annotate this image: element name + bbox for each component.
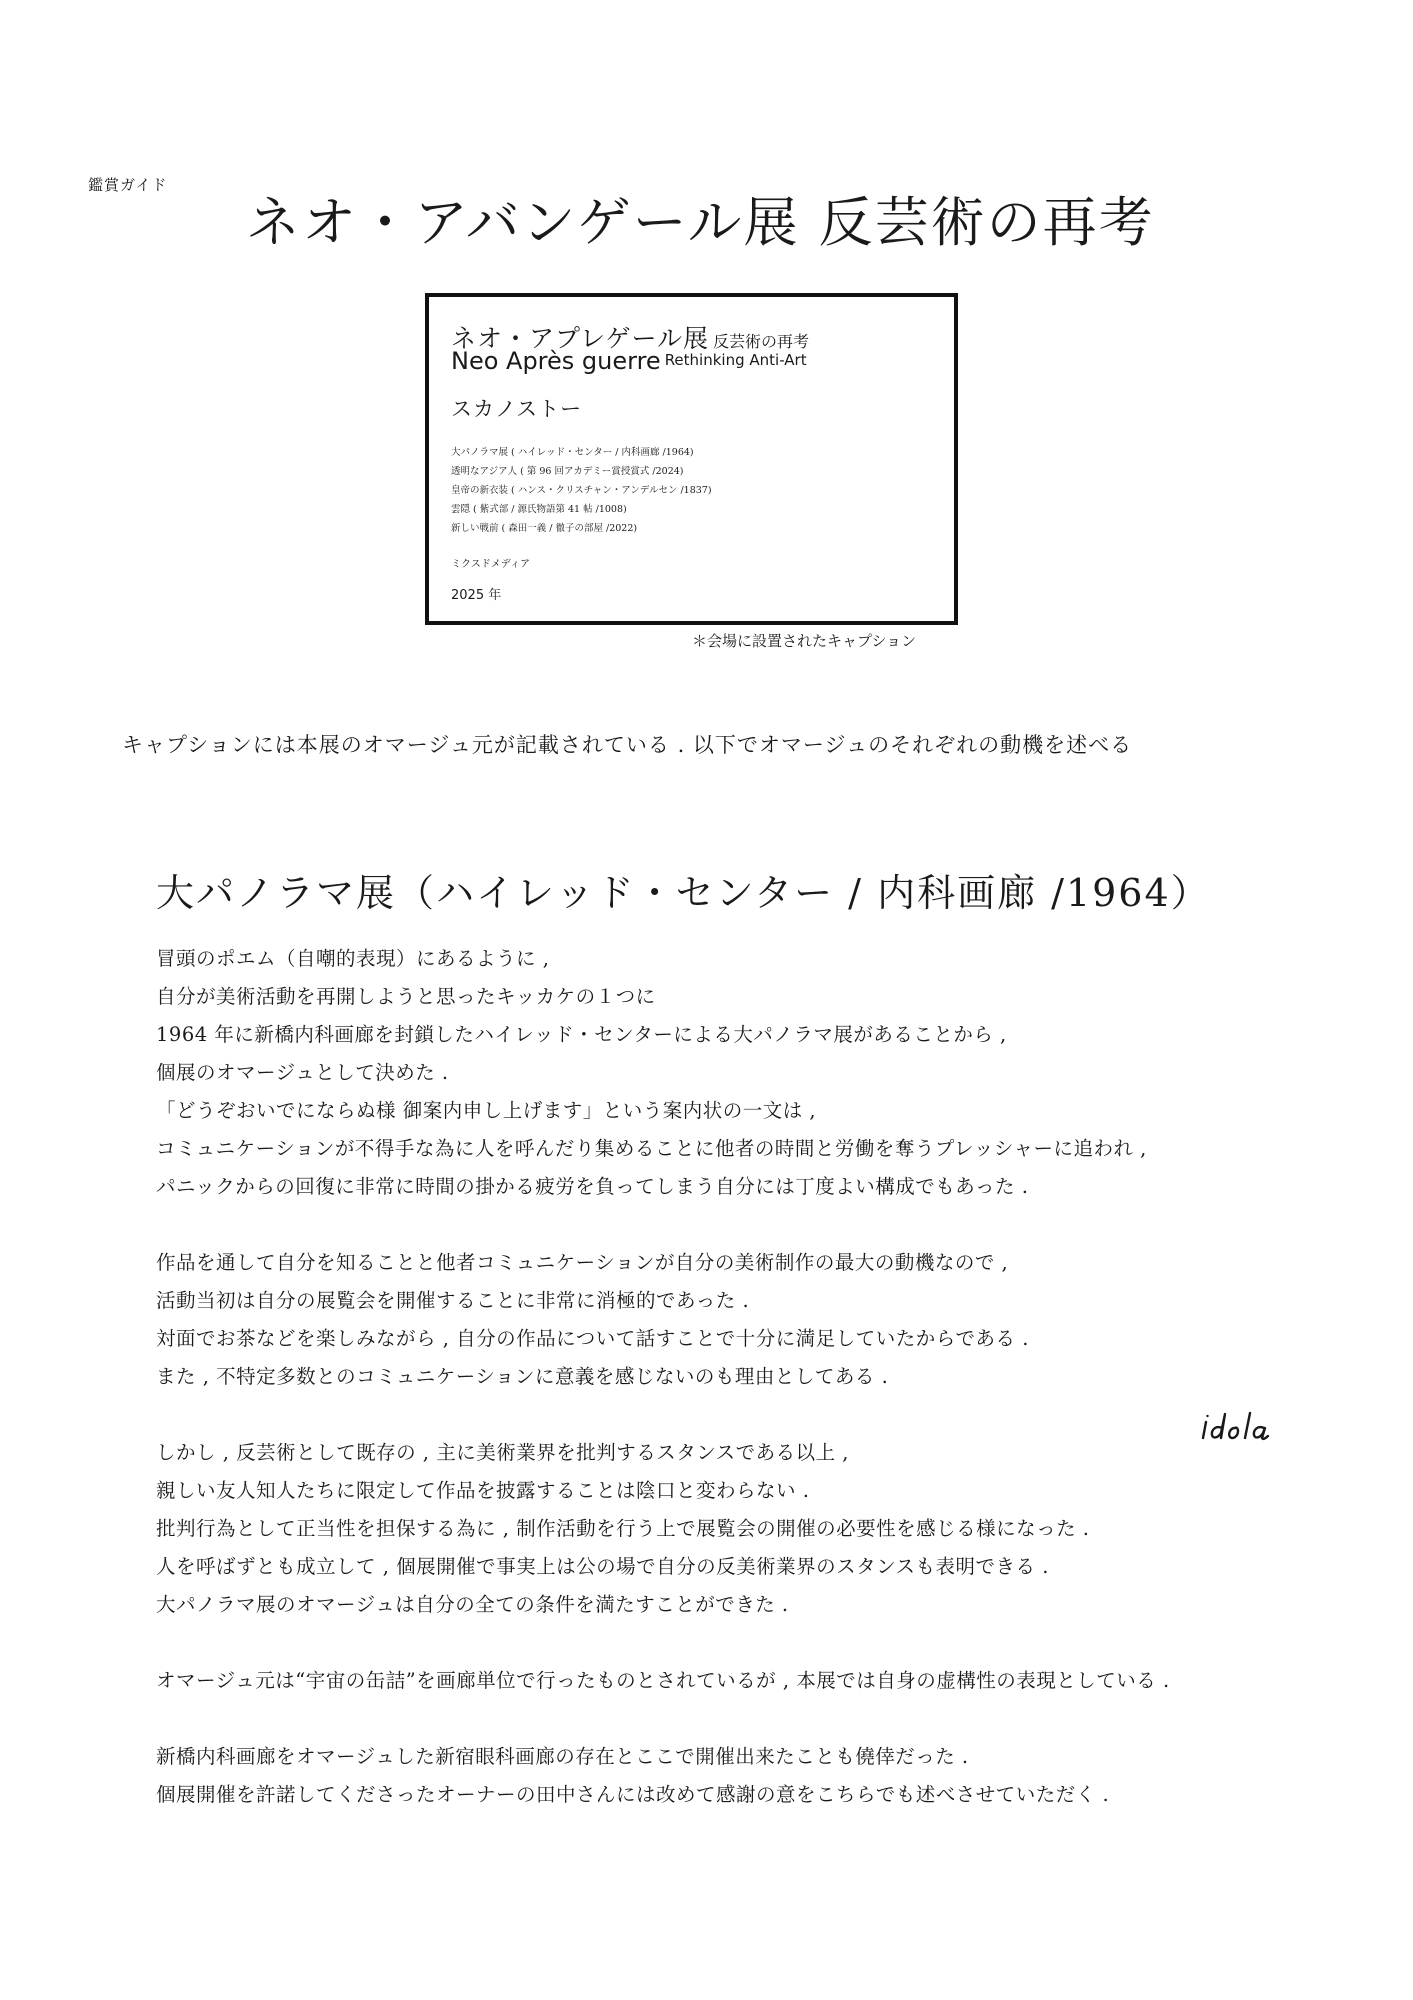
guide-label: 鑑賞ガイド (88, 176, 168, 194)
text-line: コミュニケーションが不得手な為に人を呼んだり集めることに他者の時間と労働を奪うプレッシャーに追われ , (156, 1137, 1147, 1160)
paragraph (156, 1244, 1336, 1396)
paragraph (156, 1434, 1336, 1624)
text-line: 個展開催を許諾してくださったオーナーの田中さんには改めて感謝の意をこちらでも述べさせていただく . (156, 1783, 1110, 1806)
text-line: 新橋内科画廊をオマージュした新宿眼科画廊の存在とここで開催出来たことも僥倖だった . (156, 1745, 969, 1768)
caption-credits-list (451, 443, 712, 538)
caption-credit-item: 皇帝の新衣装 ( ハンス・クリスチャン・アンデルセン /1837) (451, 485, 712, 496)
caption-credit-item: 雲隠 ( 紫式部 / 源氏物語第 41 帖 /1008) (451, 504, 627, 515)
paragraph (156, 940, 1336, 1206)
text-line: 対面でお茶などを楽しみながら , 自分の作品について話すことで十分に満足していたからである . (156, 1327, 1029, 1350)
caption-note: ＊会場に設置されたキャプション (692, 632, 917, 650)
paragraph (156, 1662, 1336, 1700)
text-line: しかし , 反芸術として既存の , 主に美術業界を批判するスタンスである以上 , (156, 1441, 850, 1464)
caption-title-en: Neo Après guerre (451, 347, 661, 375)
text-line: 「どうぞおいでにならぬ様 御案内申し上げます」という案内状の一文は , (156, 1099, 817, 1122)
idola-logo-icon (1200, 1408, 1290, 1448)
caption-credit-item: 大パノラマ展 ( ハイレッド・センター / 内科画廊 /1964) (451, 447, 694, 458)
caption-subtitle-en: Rethinking Anti-Art (664, 351, 807, 369)
text-line: 作品を通して自分を知ることと他者コミュニケーションが自分の美術制作の最大の動機なので , (156, 1251, 1009, 1274)
caption-title-en-row (451, 347, 807, 375)
section-body (156, 940, 1336, 1852)
page-title: ネオ・アバンゲール展 反芸術の再考 (246, 191, 1155, 254)
caption-artist: スカノストー (451, 397, 583, 421)
text-line: 親しい友人知人たちに限定して作品を披露することは陰口と変わらない . (156, 1479, 810, 1502)
text-line: 自分が美術活動を再開しようと思ったキッカケの１つに (156, 985, 656, 1008)
caption-credit-item: 透明なアジア人 ( 第 96 回アカデミー賞授賞式 /2024) (451, 466, 684, 477)
caption-subtitle-jp: 反芸術の再考 (713, 332, 810, 351)
caption-medium: ミクスドメディア (451, 559, 530, 570)
intro-text: キャプションには本展のオマージュ元が記載されている . 以下でオマージュのそれぞれの動機を述べる (122, 733, 1133, 757)
text-line: 1964 年に新橋内科画廊を封鎖したハイレッド・センターによる大パノラマ展があることから , (156, 1023, 1007, 1046)
caption-title-jp: ネオ・アプレゲール展 (451, 324, 710, 353)
caption-card (425, 293, 958, 625)
caption-credit-item: 新しい戦前 ( 森田一義 / 徹子の部屋 /2022) (451, 523, 638, 534)
text-line: 個展のオマージュとして決めた . (156, 1061, 449, 1084)
text-line: 活動当初は自分の展覧会を開催することに非常に消極的であった . (156, 1289, 750, 1312)
text-line: 人を呼ばずとも成立して , 個展開催で事実上は公の場で自分の反美術業界のスタンスも表明できる . (156, 1555, 1049, 1578)
text-line: オマージュ元は“宇宙の缶詰”を画廊単位で行ったものとされているが , 本展では自身の虚構性の表現としている . (156, 1669, 1170, 1692)
text-line: 大パノラマ展のオマージュは自分の全ての条件を満たすことができた . (156, 1593, 789, 1616)
paragraph (156, 1738, 1336, 1814)
caption-year: 2025 年 (451, 588, 502, 603)
text-line: また , 不特定多数とのコミュニケーションに意義を感じないのも理由としてある . (156, 1365, 889, 1388)
section-heading: 大パノラマ展（ハイレッド・センター / 内科画廊 /1964） (156, 871, 1211, 915)
text-line: 批判行為として正当性を担保する為に , 制作活動を行う上で展覧会の開催の必要性を感じる様になった . (156, 1517, 1090, 1540)
text-line: 冒頭のポエム（自嘲的表現）にあるように , (156, 947, 550, 970)
text-line: パニックからの回復に非常に時間の掛かる疲労を負ってしまう自分には丁度よい構成でもあった . (156, 1175, 1029, 1198)
